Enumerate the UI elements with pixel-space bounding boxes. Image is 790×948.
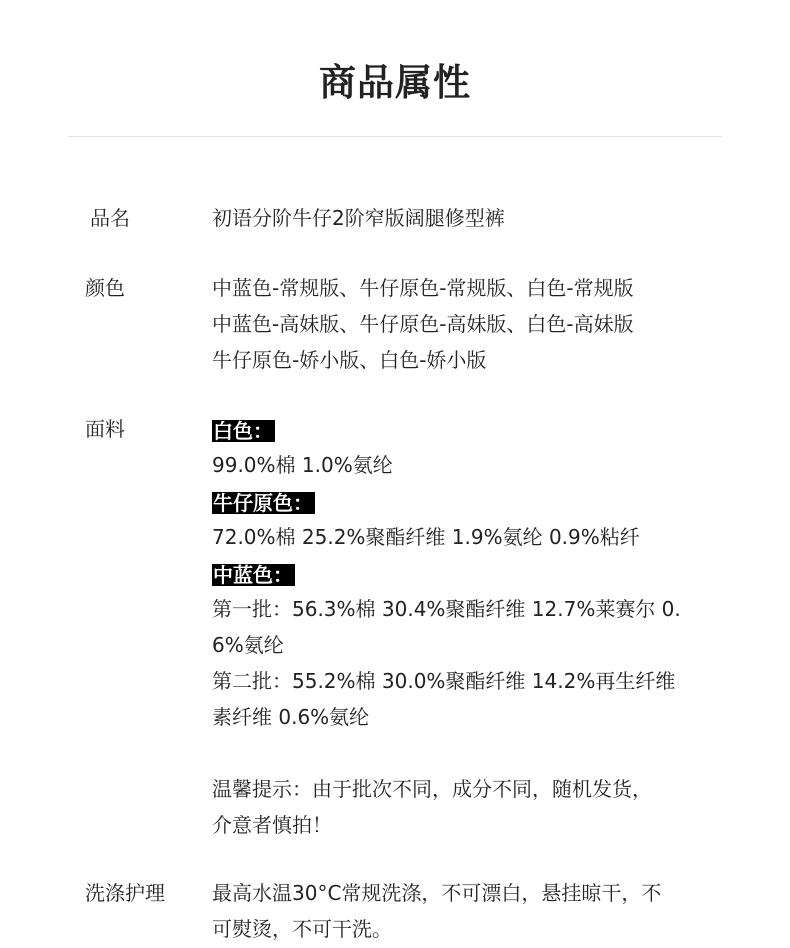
attr-label-care: 洗涤护理 <box>85 881 165 905</box>
fabric-tag-line <box>212 483 707 519</box>
attr-value-care <box>212 875 707 947</box>
fabric-tag-line <box>212 555 707 591</box>
fabric-tag-white: 白色： <box>213 419 273 443</box>
fabric-spacer <box>212 735 707 771</box>
fabric-raw-denim-composition: 72.0%棉 25.2%聚酯纤维 1.9%氨纶 0.9%粘纤 <box>212 525 640 549</box>
fabric-tag-raw-denim: 牛仔原色： <box>213 491 313 515</box>
attr-label-color: 颜色 <box>85 276 125 300</box>
color-line: 牛仔原色-娇小版、白色-娇小版 <box>212 348 487 372</box>
fabric-blue-batch1-cont: 6%氨纶 <box>212 633 284 657</box>
attr-label-fabric: 面料 <box>85 417 125 441</box>
title-divider <box>68 136 722 137</box>
fabric-blue-batch2-cont: 素纤维 0.6%氨纶 <box>212 705 370 729</box>
care-instructions-cont: 可熨烫，不可干洗。 <box>212 917 392 941</box>
attr-value-color <box>212 270 707 378</box>
color-line: 中蓝色-常规版、牛仔原色-常规版、白色-常规版 <box>212 276 634 300</box>
color-line: 中蓝色-高妹版、牛仔原色-高妹版、白色-高妹版 <box>212 312 634 336</box>
attr-value-name <box>212 200 707 236</box>
attr-label-name: 品名 <box>90 206 130 230</box>
product-name-text: 初语分阶牛仔2阶窄版阔腿修型裤 <box>212 206 505 230</box>
fabric-notice-cont: 介意者慎拍！ <box>212 813 332 837</box>
fabric-tag-line <box>212 411 707 447</box>
fabric-blue-batch1: 第一批：56.3%棉 30.4%聚酯纤维 12.7%莱赛尔 0. <box>212 597 681 621</box>
fabric-notice: 温馨提示：由于批次不同，成分不同，随机发货， <box>212 777 652 801</box>
fabric-blue-batch2: 第二批：55.2%棉 30.0%聚酯纤维 14.2%再生纤维 <box>212 669 676 693</box>
attr-value-fabric <box>212 411 707 843</box>
page-title: 商品属性 <box>319 61 471 104</box>
fabric-white-composition: 99.0%棉 1.0%氨纶 <box>212 453 393 477</box>
care-instructions: 最高水温30°C常规洗涤，不可漂白，悬挂晾干，不 <box>212 881 662 905</box>
fabric-tag-medium-blue: 中蓝色： <box>213 563 293 587</box>
